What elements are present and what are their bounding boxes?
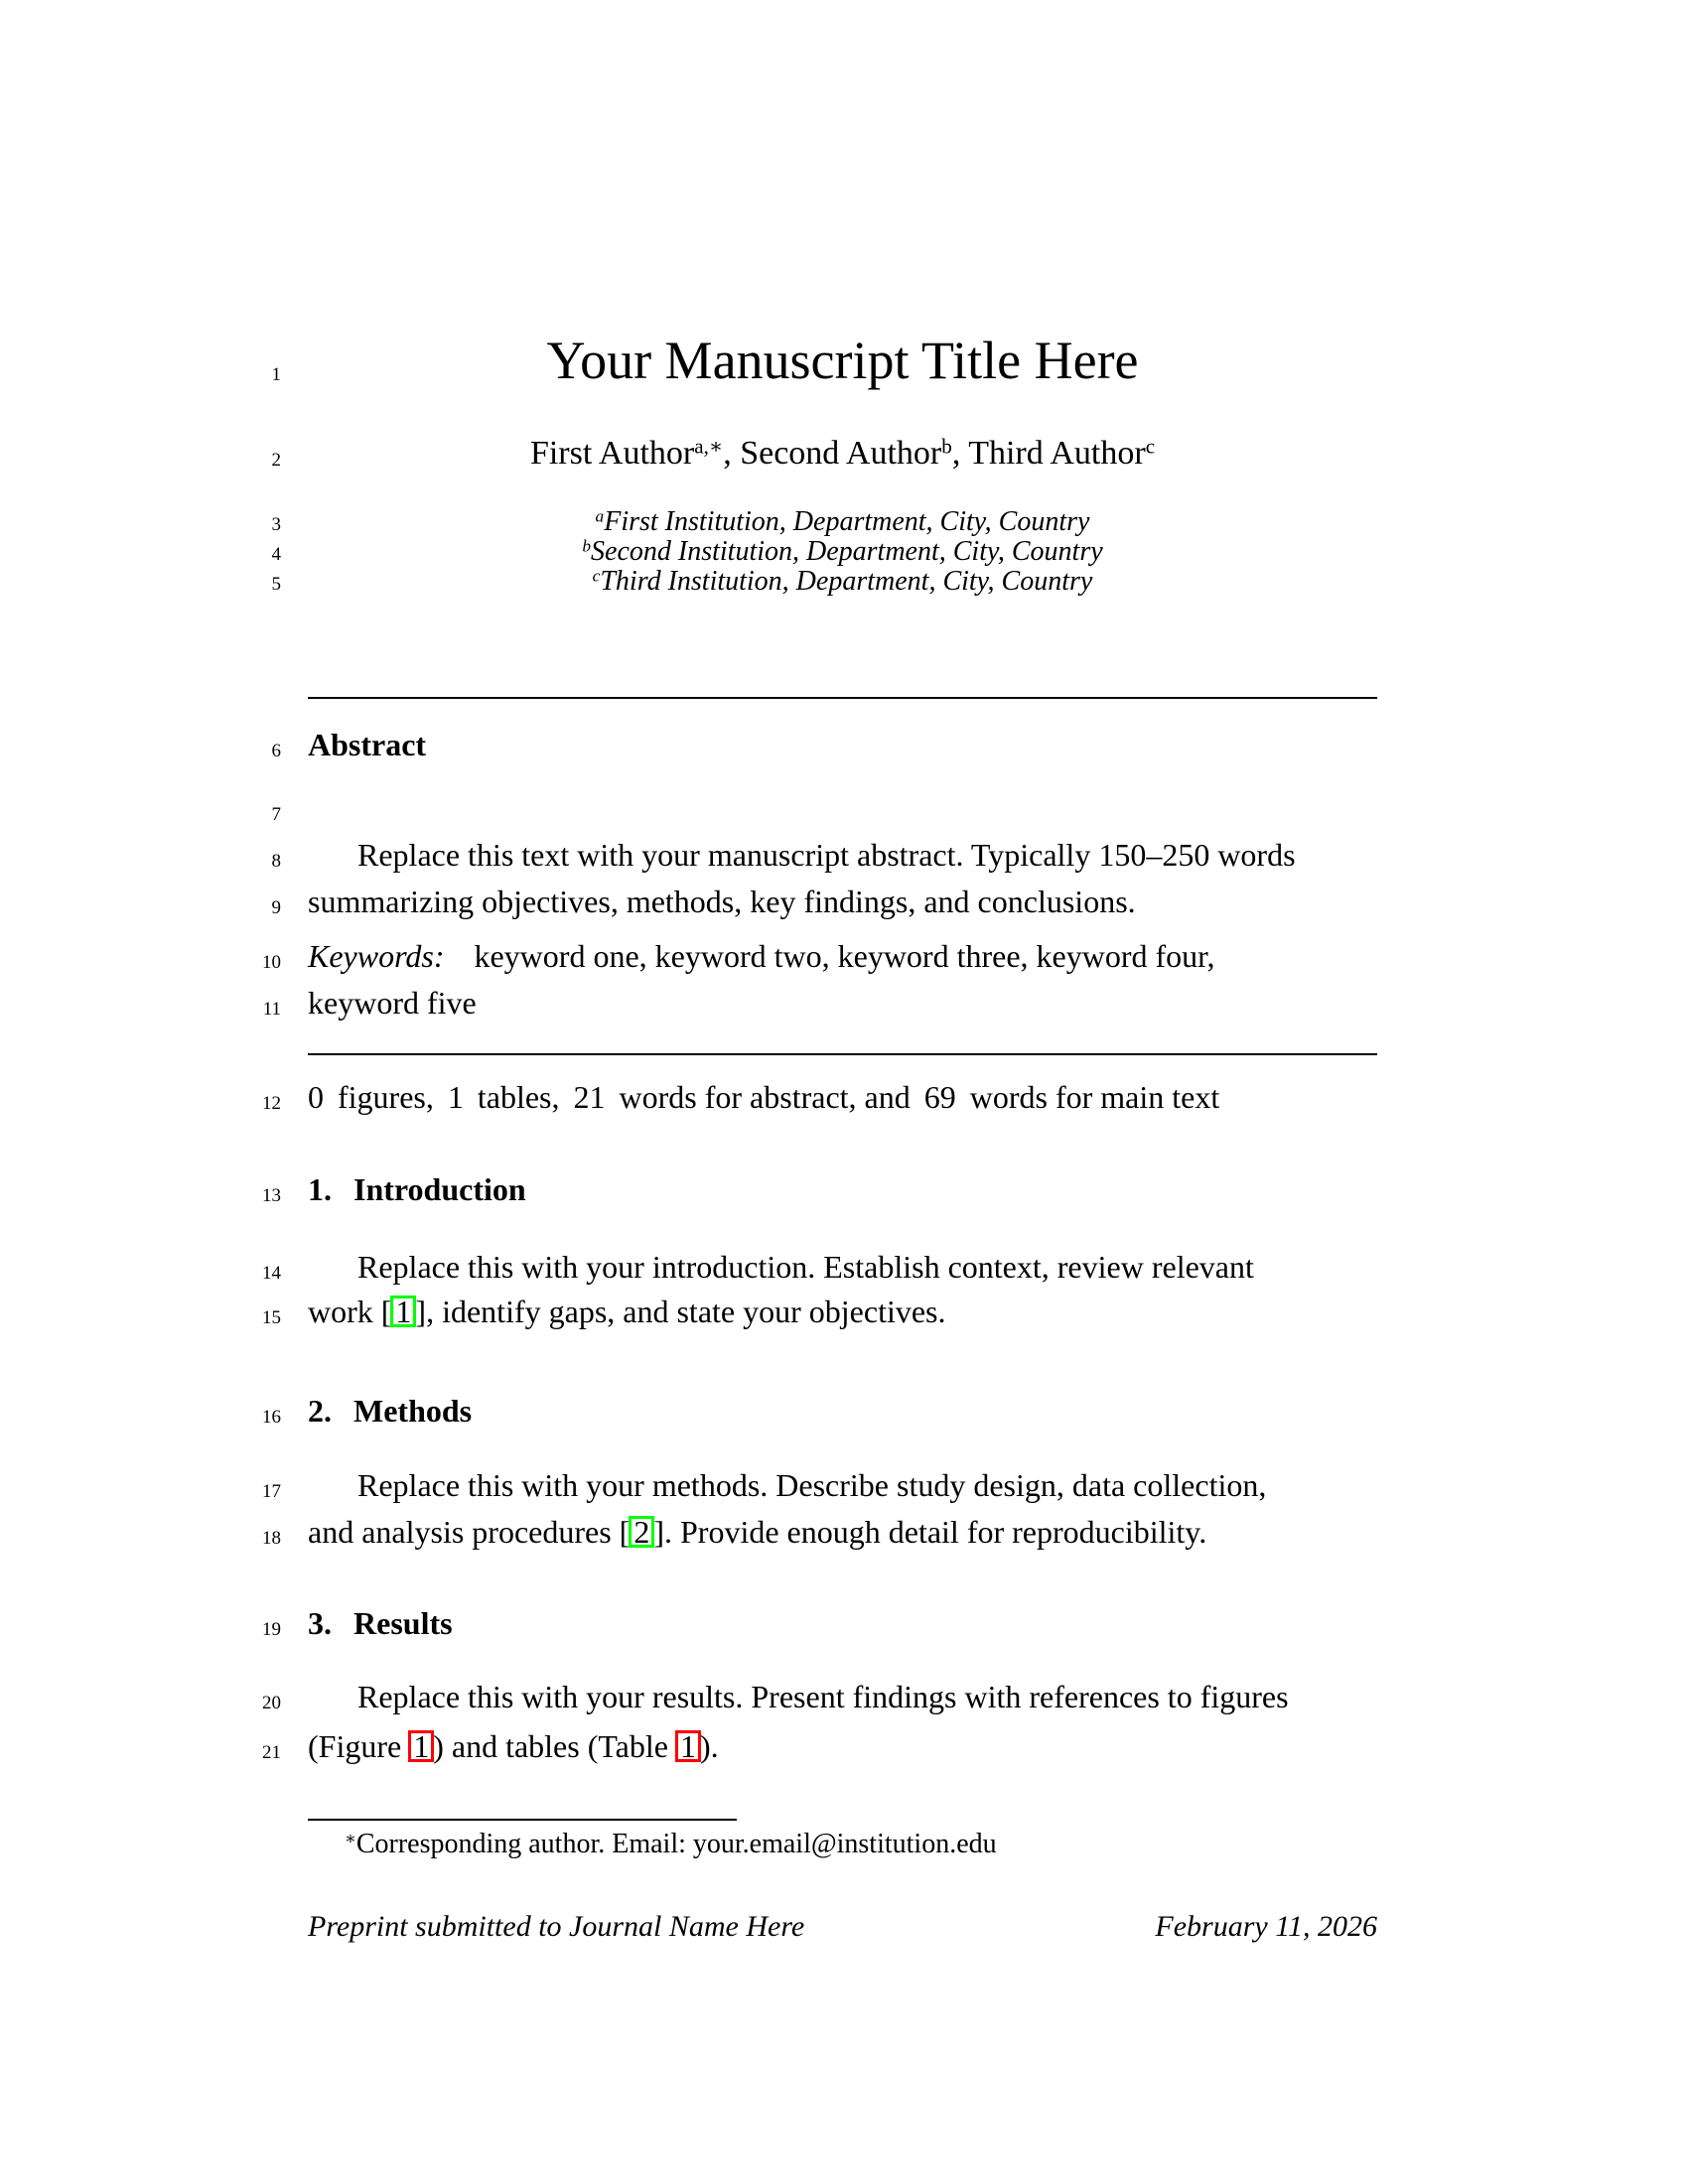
keywords-text: keyword one, keyword two, keyword three, keyword four,: [474, 938, 1215, 974]
author-line: [308, 434, 1377, 472]
line-number: 16: [262, 1407, 281, 1428]
line-number: 3: [271, 514, 281, 535]
affiliation-mark: b: [582, 536, 592, 556]
author-name: Third Author: [968, 435, 1146, 472]
main-words-count: 69: [923, 1079, 956, 1115]
line-number: 20: [262, 1693, 281, 1713]
affiliation-mark: c: [592, 566, 601, 586]
figures-label: figures,: [338, 1079, 434, 1115]
figures-count: 0: [308, 1079, 324, 1115]
line-number: 9: [271, 897, 281, 918]
author-name: First Author: [529, 435, 695, 472]
abstract-words-label: words for abstract, and: [619, 1079, 911, 1115]
section-number: 1.: [308, 1171, 332, 1207]
section-title: Methods: [353, 1393, 473, 1429]
body-text: ], identify gaps, and state your objectives.: [415, 1294, 946, 1329]
body-text-line: Replace this with your introduction. Establish context, review relevant: [357, 1249, 1254, 1285]
footnote-marker: ∗: [345, 1829, 356, 1848]
author-affiliation-mark: a,∗: [694, 434, 724, 459]
abstract-bottom-rule: [308, 1053, 1377, 1055]
line-number: 6: [271, 741, 281, 761]
line-number: 17: [262, 1481, 281, 1502]
section-number: 2.: [308, 1393, 332, 1429]
line-number: 15: [262, 1307, 281, 1328]
line-number: 5: [271, 574, 281, 595]
tables-label: tables,: [477, 1079, 560, 1115]
body-text-line: Replace this with your results. Present findings with references to figures: [357, 1679, 1289, 1714]
author-name: Second Author: [740, 435, 942, 472]
abstract-heading: Abstract: [308, 727, 427, 762]
line-number: 1: [271, 364, 281, 385]
line-number: 18: [262, 1528, 281, 1549]
corresponding-author-footnote: [345, 1831, 997, 1858]
abstract-text-line: summarizing objectives, methods, key findings, and conclusions.: [308, 884, 1136, 919]
citation-link[interactable]: 1: [390, 1296, 416, 1327]
section-title: Results: [353, 1605, 453, 1641]
citation-link[interactable]: 2: [629, 1516, 654, 1548]
affiliation-text: First Institution, Department, City, Country: [604, 506, 1090, 537]
body-text: ]. Provide enough detail for reproducibility.: [653, 1514, 1207, 1550]
main-words-label: words for main text: [969, 1079, 1220, 1115]
abstract-words-count: 21: [573, 1079, 606, 1115]
section-number: 3.: [308, 1605, 332, 1641]
affiliation-line: [308, 568, 1377, 596]
keywords-label: Keywords:: [308, 938, 445, 974]
line-number: 10: [262, 952, 281, 973]
keywords-line: [308, 940, 1215, 972]
section-title: Introduction: [353, 1171, 526, 1207]
line-number: 19: [262, 1619, 281, 1640]
author-affiliation-mark: c: [1145, 434, 1156, 459]
line-number: 4: [271, 544, 281, 565]
line-number: 7: [271, 804, 281, 825]
line-number: 8: [271, 851, 281, 872]
table-ref-link[interactable]: 1: [675, 1730, 701, 1762]
section-heading: [308, 1173, 526, 1205]
affiliation-mark: a: [595, 506, 605, 526]
body-text-line: Replace this with your methods. Describe study design, data collection,: [357, 1467, 1267, 1503]
line-number: 2: [271, 450, 281, 471]
page-footer: [308, 1912, 1377, 1942]
author-separator: ,: [951, 435, 969, 472]
author-separator: ,: [723, 435, 741, 472]
line-number: 14: [262, 1263, 281, 1284]
section-heading: [308, 1607, 453, 1639]
affiliation-line: [308, 508, 1377, 536]
footer-preprint-notice: Preprint submitted to Journal Name Here: [308, 1910, 805, 1943]
abstract-text-line: Replace this text with your manuscript abstract. Typically 150–250 words: [357, 837, 1296, 873]
tables-count: 1: [447, 1079, 464, 1115]
body-text: (Figure: [308, 1728, 410, 1764]
body-text: ).: [699, 1728, 719, 1764]
body-text: ) and tables (Table: [433, 1728, 676, 1764]
body-text: and analysis procedures [: [308, 1514, 631, 1550]
stats-line: [308, 1081, 1219, 1113]
paper-title: Your Manuscript Title Here: [546, 331, 1139, 390]
footer-date: February 11, 2026: [1155, 1910, 1377, 1943]
line-number: 13: [262, 1185, 281, 1206]
section-heading: [308, 1395, 472, 1427]
figure-ref-link[interactable]: 1: [408, 1730, 434, 1762]
affiliation-text: Second Institution, Department, City, Country: [591, 536, 1103, 567]
body-text-line: [308, 1516, 1206, 1548]
affiliation-text: Third Institution, Department, City, Country: [600, 566, 1093, 597]
body-text: work [: [308, 1294, 392, 1329]
abstract-top-rule: [308, 697, 1377, 699]
body-text-line: [308, 1296, 946, 1327]
body-text-line: [308, 1730, 719, 1762]
affiliation-line: [308, 538, 1377, 566]
line-number: 12: [262, 1093, 281, 1114]
line-number: 21: [262, 1742, 281, 1763]
line-number: 11: [262, 999, 281, 1020]
footnote-rule: [308, 1819, 737, 1821]
author-affiliation-mark: b: [941, 434, 952, 459]
footnote-text: Corresponding author. Email: your.email@institution.edu: [355, 1829, 997, 1859]
keywords-line: keyword five: [308, 985, 477, 1021]
